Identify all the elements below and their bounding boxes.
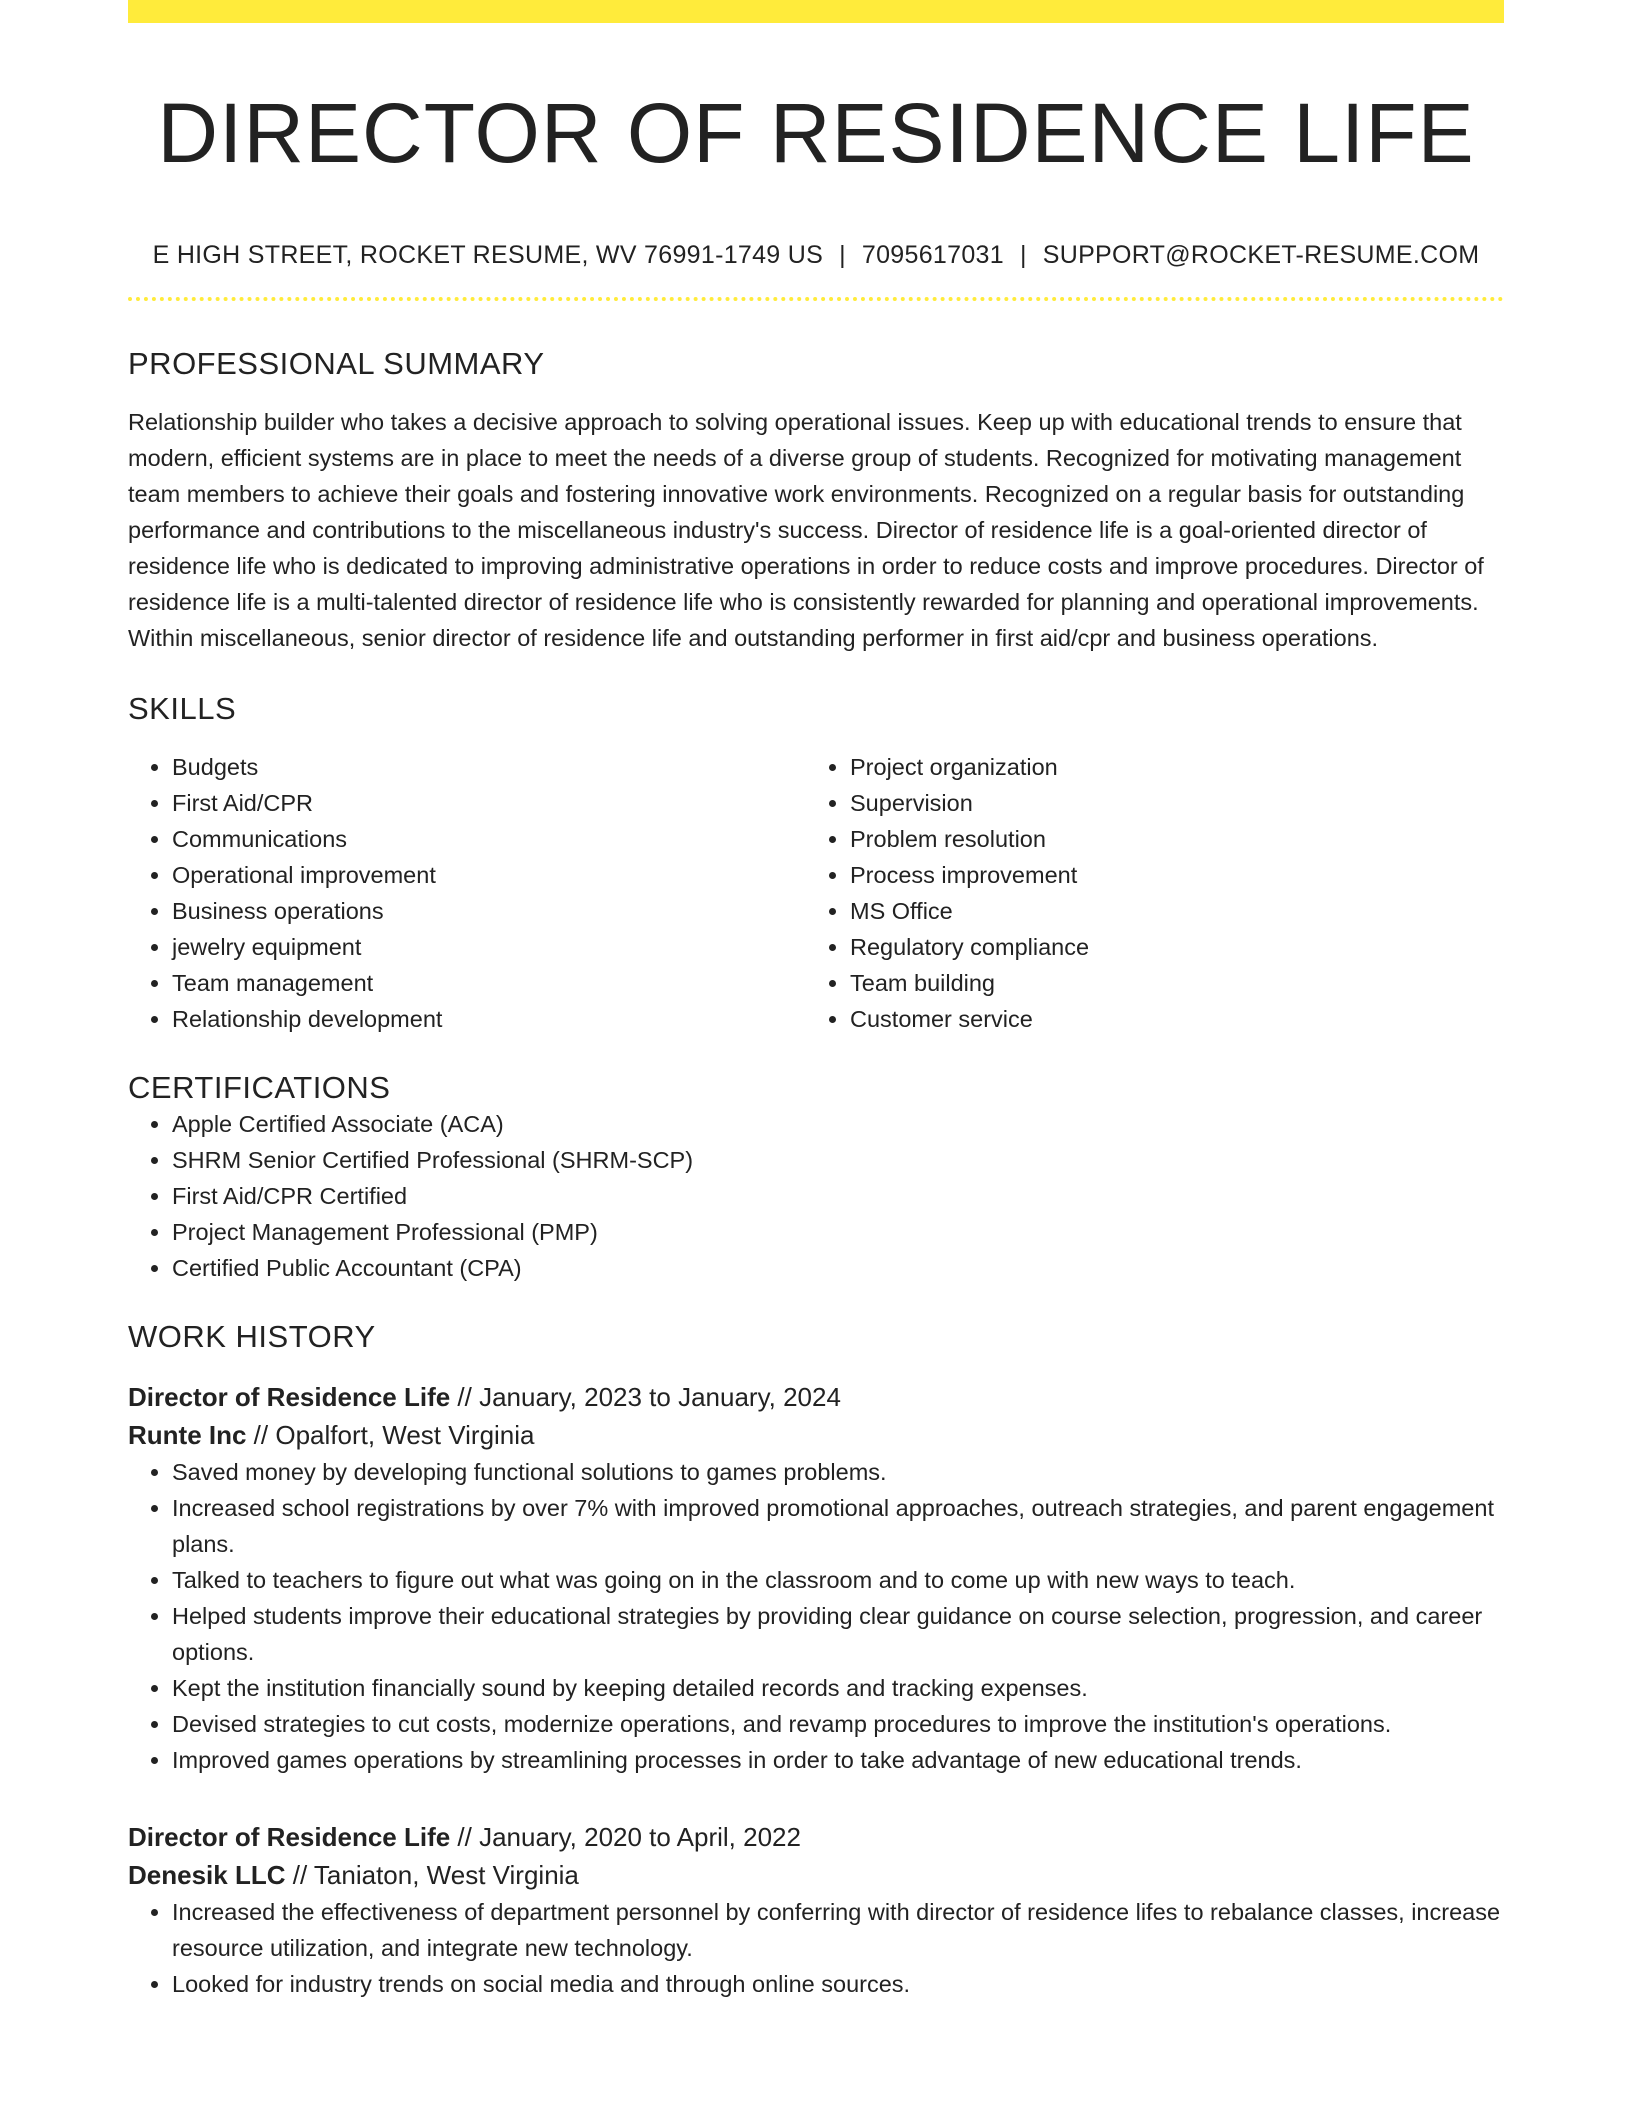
resume-page (128, 0, 1504, 2002)
skills-heading: SKILLS (128, 690, 237, 726)
job-company-line (128, 1416, 1504, 1454)
job-dates: // January, 2020 to April, 2022 (450, 1821, 801, 1852)
job-dates: // January, 2023 to January, 2024 (450, 1381, 841, 1412)
skill-item: • Communications (172, 821, 806, 857)
job-company: Denesik LLC (128, 1859, 286, 1890)
phone: 7095617031 (861, 240, 1004, 269)
job-company-line (128, 1856, 1504, 1894)
job-role-line (128, 1818, 1504, 1856)
skill-item: • First Aid/CPR (172, 785, 806, 821)
address: E HIGH STREET, ROCKET RESUME, WV 76991-1749 US (152, 240, 824, 269)
job-bullet: • Increased the effectiveness of department personnel by conferring with director of residence lifes to rebalance classes, increase resource utilization, and integrate new technology. (172, 1894, 1504, 1966)
work-history-heading: WORK HISTORY (128, 1319, 376, 1355)
email-link[interactable]: SUPPORT@ROCKET-RESUME.COM (1042, 240, 1480, 269)
skill-item: • jewelry equipment (172, 929, 806, 965)
job-role: Director of Residence Life (128, 1381, 451, 1412)
skill-item: • Project organization (850, 749, 1484, 785)
resume-title: DIRECTOR OF RESIDENCE LIFE (157, 86, 1475, 180)
skill-item: • Supervision (850, 785, 1484, 821)
skills-column-right (806, 749, 1484, 1037)
job-bullets (128, 1894, 1504, 2002)
dotted-divider (128, 297, 1504, 301)
separator: | (1019, 240, 1027, 269)
job-location: // Taniaton, West Virginia (285, 1859, 579, 1890)
job-role: Director of Residence Life (128, 1821, 451, 1852)
skill-item: • Business operations (172, 893, 806, 929)
job-location: // Opalfort, West Virginia (246, 1419, 535, 1450)
job-bullet: • Helped students improve their educational strategies by providing clear guidance on course selection, progression, and career options. (172, 1598, 1504, 1670)
skill-item: • Team building (850, 965, 1484, 1001)
job-bullet: • Devised strategies to cut costs, modernize operations, and revamp procedures to improve the institution's operations. (172, 1706, 1504, 1742)
job-bullet: • Improved games operations by streamlining processes in order to take advantage of new educational trends. (172, 1742, 1504, 1778)
certification-item: • SHRM Senior Certified Professional (SHRM-SCP) (172, 1142, 1504, 1178)
job-bullets (128, 1454, 1504, 1778)
skill-item: • MS Office (850, 893, 1484, 929)
job-role-line (128, 1378, 1504, 1416)
skill-item: • Process improvement (850, 857, 1484, 893)
certification-item: • Apple Certified Associate (ACA) (172, 1106, 1504, 1142)
summary-text: Relationship builder who takes a decisive approach to solving operational issues. Keep up with educational trends to ensure that modern, efficient systems are in place to meet the needs of a diverse group of students. Recognized for motivating management team members to achieve their goals and fostering innovative work environments. Recognized on a regular basis for outstanding performance and contributions to the miscellaneous industry's success. Director of residence life is a goal-oriented director of residence life who is dedicated to improving administrative operations in order to reduce costs and improve procedures. Director of residence life is a multi-talented director of residence life who is consistently rewarded for planning and operational improvements. Within miscellaneous, senior director of residence life and outstanding performer in first aid/cpr and business operations. (128, 408, 1484, 651)
certification-item: • Certified Public Accountant (CPA) (172, 1250, 1504, 1286)
certifications-list (128, 1106, 1504, 1286)
skill-item: • Relationship development (172, 1001, 806, 1037)
skill-item: • Budgets (172, 749, 806, 785)
job-entry (128, 1818, 1504, 2002)
skill-item: • Customer service (850, 1001, 1484, 1037)
job-bullet: • Talked to teachers to figure out what was going on in the classroom and to come up with new ways to teach. (172, 1562, 1504, 1598)
skill-item: • Regulatory compliance (850, 929, 1484, 965)
summary-heading: PROFESSIONAL SUMMARY (128, 345, 545, 381)
job-entry (128, 1378, 1504, 1778)
job-bullet: • Looked for industry trends on social media and through online sources. (172, 1966, 1504, 2002)
certification-item: • First Aid/CPR Certified (172, 1178, 1504, 1214)
job-company: Runte Inc (128, 1419, 247, 1450)
job-bullet: • Saved money by developing functional solutions to games problems. (172, 1454, 1504, 1490)
skill-item: • Team management (172, 965, 806, 1001)
skill-item: • Operational improvement (172, 857, 806, 893)
job-bullet: • Increased school registrations by over 7% with improved promotional approaches, outreach strategies, and parent engagement plans. (172, 1490, 1504, 1562)
contact-line (128, 240, 1504, 270)
skills-column-left (128, 749, 806, 1037)
certification-item: • Project Management Professional (PMP) (172, 1214, 1504, 1250)
job-bullet: • Kept the institution financially sound by keeping detailed records and tracking expenses. (172, 1670, 1504, 1706)
accent-bar (128, 0, 1504, 23)
skills-grid (128, 749, 1504, 1037)
certifications-heading: CERTIFICATIONS (128, 1070, 391, 1106)
skill-item: • Problem resolution (850, 821, 1484, 857)
separator: | (839, 240, 846, 269)
